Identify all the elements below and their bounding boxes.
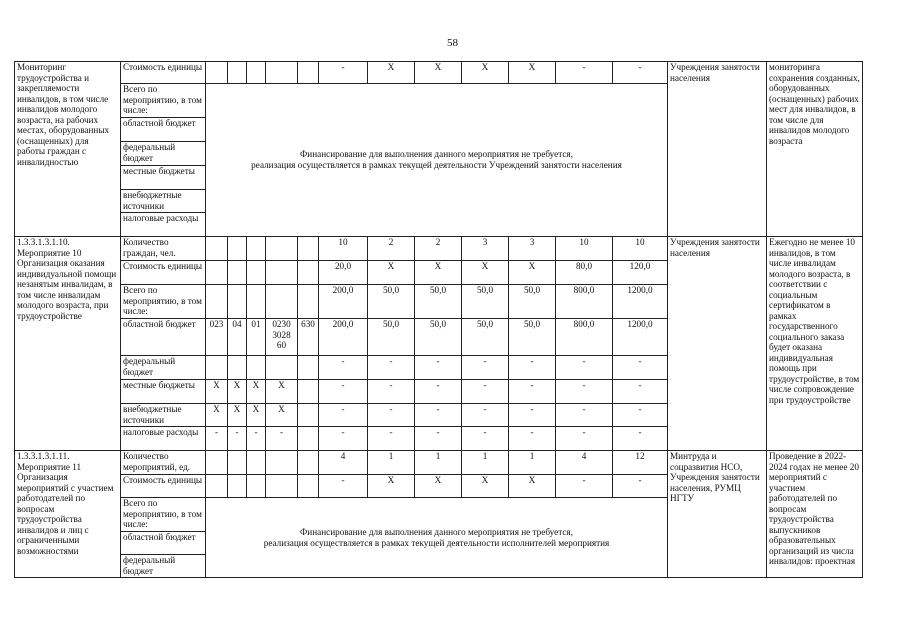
value-cell: -	[415, 404, 462, 427]
value-cell: 200,0	[319, 319, 368, 356]
value-cell: -	[415, 380, 462, 404]
value-cell: -	[319, 356, 368, 380]
value-cell: 1200,0	[613, 285, 668, 319]
value-cell: -	[368, 356, 415, 380]
value-cell: -	[613, 62, 668, 84]
value-cell: X	[415, 62, 462, 84]
no-funding-line-1: Финансирование для выполнения данного мероприятия не требуется,	[300, 149, 573, 159]
budget-code: X	[228, 404, 247, 427]
value-cell: 2	[415, 237, 462, 261]
value-cell: -	[319, 475, 368, 498]
value-cell: X	[368, 261, 415, 285]
value-cell: 80,0	[556, 261, 613, 285]
row-label: областной бюджет	[121, 118, 206, 142]
value-cell: 120,0	[613, 261, 668, 285]
budget-code: 023	[206, 319, 228, 356]
no-funding-line-2: реализация осуществляется в рамках текущей деятельности исполнителей мероприятия	[263, 537, 610, 548]
value-cell: 2	[368, 237, 415, 261]
row-label: внебюджетные источники	[121, 190, 206, 213]
value-cell: -	[319, 62, 368, 84]
budget-code: X	[266, 404, 298, 427]
value-cell: 10	[556, 237, 613, 261]
budget-code: X	[228, 380, 247, 404]
budget-code: 630	[298, 319, 319, 356]
no-funding-line-1: Финансирование для выполнения данного мероприятия не требуется,	[300, 526, 573, 537]
value-cell: -	[613, 475, 668, 498]
value-cell: -	[509, 380, 556, 404]
budget-code: -	[206, 427, 228, 451]
value-cell: 50,0	[415, 319, 462, 356]
value-cell: 12	[613, 451, 668, 475]
value-cell: X	[509, 475, 556, 498]
value-cell: X	[368, 475, 415, 498]
value-cell: 50,0	[509, 285, 556, 319]
value-cell: -	[556, 427, 613, 451]
budget-code: -	[228, 427, 247, 451]
value-cell: 10	[613, 237, 668, 261]
value-cell: 4	[319, 451, 368, 475]
value-cell: X	[509, 261, 556, 285]
value-cell: -	[462, 404, 509, 427]
value-cell: 4	[556, 451, 613, 475]
result-cell: Проведение в 2022-2024 годах не менее 20 мероприятий с участием работодателей по вопросам трудоустройства выпускников образовательных организаций из числа инвалидов: проектная	[767, 451, 863, 578]
value-cell: 1200,0	[613, 319, 668, 356]
table-row	[15, 62, 863, 84]
row-label: Стоимость единицы	[121, 475, 206, 498]
executor-cell: Учреждения занятости населения	[668, 62, 767, 237]
row-label: областной бюджет	[121, 532, 206, 555]
value-cell: 1	[462, 451, 509, 475]
value-cell: -	[415, 427, 462, 451]
value-cell: -	[462, 380, 509, 404]
budget-code: X	[266, 380, 298, 404]
row-label: Всего по мероприятию, в том числе:	[121, 498, 206, 532]
row-label: налоговые расходы	[121, 427, 206, 451]
value-cell: X	[509, 62, 556, 84]
budget-code: X	[206, 380, 228, 404]
value-cell: 50,0	[462, 319, 509, 356]
no-funding-note	[206, 498, 668, 578]
budget-code: 01	[247, 319, 266, 356]
value-cell: X	[415, 261, 462, 285]
budget-code: X	[206, 404, 228, 427]
value-cell: -	[319, 380, 368, 404]
result-cell: мониторинга сохранения созданных, оборудованных (оснащенных) рабочих мест для инвалидов, в том числе для инвалидов молодого возраста	[767, 62, 863, 237]
table-row	[15, 451, 863, 475]
budget-code: X	[247, 404, 266, 427]
value-cell: -	[613, 380, 668, 404]
value-cell: -	[613, 427, 668, 451]
value-cell: -	[368, 427, 415, 451]
value-cell: -	[319, 404, 368, 427]
row-label: федеральный бюджет	[121, 356, 206, 380]
value-cell: 800,0	[556, 319, 613, 356]
budget-code: -	[266, 427, 298, 451]
value-cell: 50,0	[509, 319, 556, 356]
value-cell: -	[368, 404, 415, 427]
budget-code: -	[247, 427, 266, 451]
value-cell: 1	[509, 451, 556, 475]
row-label: местные бюджеты	[121, 166, 206, 190]
value-cell: 50,0	[368, 285, 415, 319]
row-label: внебюджетные источники	[121, 404, 206, 427]
value-cell: 3	[509, 237, 556, 261]
value-cell: 50,0	[415, 285, 462, 319]
row-label: Всего по мероприятию, в том числе:	[121, 84, 206, 118]
value-cell: 3	[462, 237, 509, 261]
row-label: Стоимость единицы	[121, 62, 206, 84]
row-label: федеральный бюджет	[121, 142, 206, 166]
row-label: налоговые расходы	[121, 213, 206, 237]
value-cell: 800,0	[556, 285, 613, 319]
budget-code: 04	[228, 319, 247, 356]
executor-cell: Минтруда и соцразвития НСО, Учреждения занятости населения, РУМЦ НГТУ	[668, 451, 767, 578]
value-cell: 50,0	[462, 285, 509, 319]
value-cell: -	[319, 427, 368, 451]
value-cell: -	[613, 356, 668, 380]
value-cell: X	[415, 475, 462, 498]
row-label: областной бюджет	[121, 319, 206, 356]
program-table	[14, 61, 863, 578]
row-label: Всего по мероприятию, в том числе:	[121, 285, 206, 319]
value-cell: 20,0	[319, 261, 368, 285]
value-cell: X	[368, 62, 415, 84]
value-cell: -	[415, 356, 462, 380]
value-cell: -	[556, 475, 613, 498]
budget-code: X	[247, 380, 266, 404]
value-cell: X	[462, 261, 509, 285]
value-cell: 50,0	[368, 319, 415, 356]
value-cell: -	[556, 62, 613, 84]
activity-title: 1.3.3.1.3.1.10. Мероприятие 10 Организация оказания индивидуальной помощи незанятым инвалидам, в том числе инвалидам молодого возраста, при трудоустройстве	[15, 237, 121, 451]
budget-code: 0230 3028 60	[266, 319, 298, 356]
value-cell: 10	[319, 237, 368, 261]
page-number: 58	[447, 37, 458, 49]
value-cell: -	[509, 356, 556, 380]
no-funding-note	[206, 84, 668, 237]
row-label: Количество граждан, чел.	[121, 237, 206, 261]
value-cell: -	[556, 404, 613, 427]
value-cell: X	[462, 475, 509, 498]
row-label: Количество мероприятий, ед.	[121, 451, 206, 475]
value-cell: -	[556, 356, 613, 380]
value-cell: -	[556, 380, 613, 404]
value-cell: -	[368, 380, 415, 404]
executor-cell: Учреждения занятости населения	[668, 237, 767, 451]
value-cell: 200,0	[319, 285, 368, 319]
value-cell: 1	[415, 451, 462, 475]
value-cell: -	[613, 404, 668, 427]
row-label: федеральный бюджет	[121, 555, 206, 578]
activity-title: 1.3.3.1.3.1.11. Мероприятие 11 Организация мероприятий с участием работодателей по вопросам трудоустройства инвалидов и лиц с ограниченными возможностями	[15, 451, 121, 578]
no-funding-line-2: реализация осуществляется в рамках текущей деятельности Учреждений занятости населения	[251, 160, 622, 170]
value-cell: X	[462, 62, 509, 84]
row-label: Стоимость единицы	[121, 261, 206, 285]
value-cell: -	[509, 404, 556, 427]
activity-title: Мониторинг трудоустройства и закрепляемости инвалидов, в том числе инвалидов молодого возраста, на рабочих местах, оборудованных (оснащенных) для работы граждан с инвалидностью	[15, 62, 121, 237]
value-cell: 1	[368, 451, 415, 475]
value-cell: -	[462, 356, 509, 380]
value-cell: -	[509, 427, 556, 451]
row-label: местные бюджеты	[121, 380, 206, 404]
value-cell: -	[462, 427, 509, 451]
table-row	[15, 237, 863, 261]
result-cell: Ежегодно не менее 10 инвалидов, в том числе инвалидам молодого возраста, в соответствии с социальным сертификатом в рамках государственного социального заказа будет оказана индивидуальная помощь при трудоустройстве, в том числе сопровождение при трудоустройстве	[767, 237, 863, 451]
